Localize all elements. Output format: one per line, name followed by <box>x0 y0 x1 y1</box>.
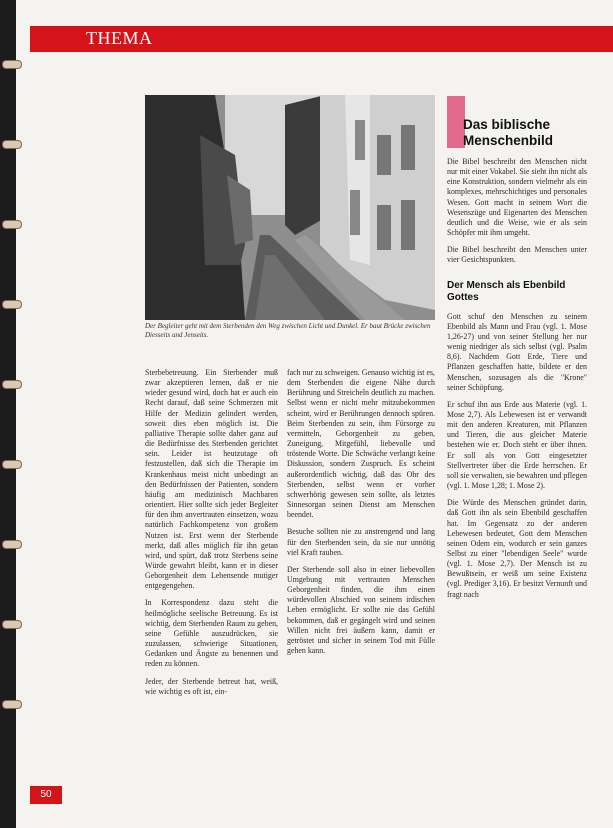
photo-caption: Der Begleiter geht mit dem Sterbenden den Weg zwischen Licht und Dunkel. Er baut Brücke zwischen Diesseits und Jenseits. <box>145 322 431 339</box>
section-title: THEMA <box>86 28 153 48</box>
paragraph: Gott schuf den Menschen zu seinem Ebenbild als Mann und Frau (vgl. 1. Mose 1,26-27) und von seiner Stellung her nur wenig niedriger als sich selbst (vgl. Psalm 8,6). Nachdem Gott Erde, Tiere und Pflanzen geschaffen hatte, bildete er den Menschen, sozusagen als die "Krone" seiner Schöpfung. <box>447 311 587 392</box>
paragraph: In Korrespondenz dazu steht die heilmögliche seelische Betreuung. Es ist wichtig, dem Sterbenden Raum zu geben, seine Gefühle auszudrücken, sie zuzulassen, schwierige Situationen, Gedanken und Ängste zu benennen und reden zu können. <box>145 598 278 669</box>
binding-ring <box>2 380 22 389</box>
binding-ring <box>2 60 22 69</box>
paragraph: Er schuf ihn aus Erde aus Materie (vgl. 1. Mose 2,7). Als Lebewesen ist er verwandt mit den anderen Kreaturen, mit Pflanzen und Tieren, die aus gleicher Materie bestehen wie er. Doch steht er über ihnen. Er soll als von Gott eingesetzter Stellvertreter über die Erde herrschen. Er soll sie verwalten, sie bewahren und pflegen (vgl. 1. Mose 1,28; 1. Mose 2). <box>447 399 588 491</box>
street-photo <box>145 95 435 320</box>
header-bar <box>30 26 613 52</box>
notebook-binding <box>0 0 16 828</box>
binding-ring <box>2 220 22 229</box>
paragraph: fach nur zu schweigen. Genauso wichtig ist es, dem Sterbenden die eigene Nähe durch Berührung und Streicheln deutlich zu machen. Selbst wenn er nicht mehr mitzubekommen scheint, wird er Berührungen dennoch spüren. Beim Sterbenden zu sein, ihm Fürsorge zu vermitteln, Geborgenheit zu geben, Zuneigung, Mitgefühl, liebevolle und tröstende Worte. Die Schwäche verlangt keine Diskussion, sondern Zuspruch. Es scheint außerordentlich wichtig, daß das Ohr des Sterbenden, selbst wenn er vorher schwerhörig gewesen sein sollte, als letztes Sinnesorgan seinen Dienst am Menschen beendet. <box>287 368 435 520</box>
paragraph: Der Sterbende soll also in einer liebevollen Umgebung mit vertrauten Menschen Geborgenheit finden, die ihm einen würdevollen Abschied von seinem irdischen Leben ermöglicht. Er sollte nie das Gefühl bekommen, daß er gegängelt wird und seinen Willen nicht frei äußern kann, damit er getröstet und sicher in seinem Tod mit Fülle gehen kann. <box>287 564 435 656</box>
binding-ring <box>2 700 22 709</box>
sidebar-box <box>447 95 587 607</box>
article-column-2 <box>287 368 435 663</box>
paragraph: Sterbebetreuung. Ein Sterbender muß zwar akzeptieren lernen, daß er nie wieder gesund wird, doch hat er auch ein Recht darauf, daß seine Schmerzen mit Hilfe der Medizin gelindert werden, soweit dies eben möglich ist. Die palliative Therapie sollte daher ganz auf die Bedürfnisse des Sterbenden gerichtet sein. Leider ist heutzutage oft festzustellen, daß sich die Therapie im Krankenhaus meist nicht unbedingt an den Bedürfnissen der Patienten, sondern häufig am medizinisch Machbaren orientiert. Hier sollte sich jeder Begleiter für den ihm anvertrauten einsetzen, wozu natürlich Fachkompetenz von großem Nutzen ist. Erst wenn der Sterbende merkt, daß alles möglich für ihn getan wird, und spürt, daß trotz Sterbens seine Würde gewahrt bleibt, kann er in dieser Geborgenheit dem Lebensende mutiger entgegengehen. <box>145 368 278 591</box>
sidebar-subtitle: Der Mensch als Ebenbild Gottes <box>447 279 566 303</box>
paragraph: Besuche sollten nie zu anstrengend und lang für den Sterbenden sein, da sie nur unnötig viel Kraft rauben. <box>287 527 435 557</box>
street-scene-image <box>145 95 435 320</box>
article-column-1 <box>145 368 278 704</box>
binding-ring <box>2 620 22 629</box>
page-number: 50 <box>30 786 62 804</box>
binding-ring <box>2 140 22 149</box>
paragraph: Jeder, der Sterbende betreut hat, weiß, wie wichtig es oft ist, ein- <box>145 676 278 696</box>
binding-ring <box>2 460 22 469</box>
paragraph: Die Bibel beschreibt den Menschen unter vier Gesichtspunkten. <box>447 245 587 265</box>
paragraph: Die Würde des Menschen gründet darin, daß Gott ihn als sein Ebenbild geschaffen hat. Im Gegensatz zu der anderen Lebewesen bedeutet, Gott dem Menschen seinen Odem ein, wodurch er sein ganzes Selbst zu einer "lebendigen Seele" wurde (vgl. 1. Mose 2,7). Der Mensch ist zu Bewußtsein, er weiß um seine Existenz (vgl. Prediger 3,16). Er besitzt Vernunft und fragt nach <box>447 498 587 599</box>
binding-ring <box>2 300 22 309</box>
paragraph: Die Bibel beschreibt den Menschen nicht nur mit einer Vokabel. Sie sieht ihn nicht als eine Konstruktion, sondern vielmehr als ein komplexes, mehrschichtiges und personales Wesen. Gott macht in seinem Wort die Wesenszüge und Eigenarten des Menschen deutlich und die Weise, wie er als sein Schöpfer mit ihm umgeht. <box>447 157 587 238</box>
sidebar-title: Das biblische Menschenbild <box>463 117 554 148</box>
binding-ring <box>2 540 22 549</box>
